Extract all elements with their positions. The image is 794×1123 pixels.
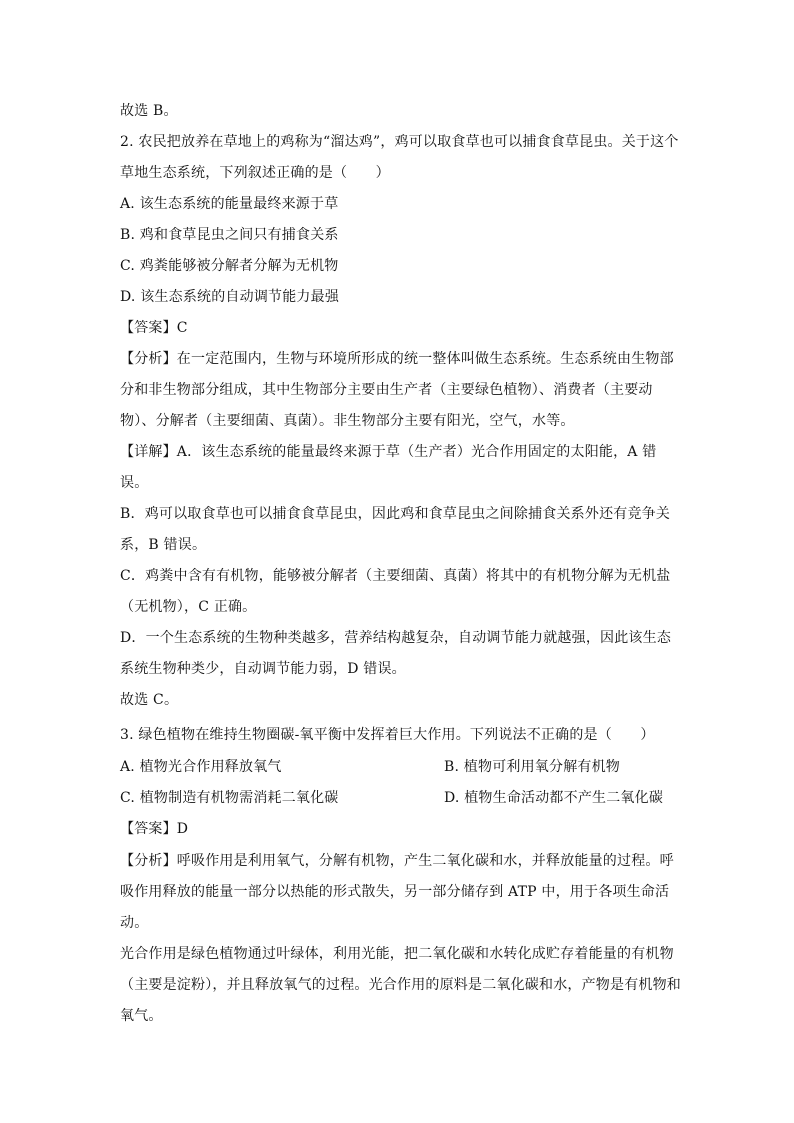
option-a: A. 植物光合作用释放氧气 — [120, 759, 282, 775]
analysis-text: 分和非生物部分组成，其中生物部分主要由生产者（主要绿色植物）、消费者（主要动 — [120, 382, 653, 398]
analysis-text: 【分析】在一定范围内，生物与环境所形成的统一整体叫做生态系统。生态系统由生物部 — [120, 351, 674, 367]
option-c: C. 鸡粪能够被分解者分解为无机物 — [120, 258, 339, 274]
option-a: A. 该生态系统的能量最终来源于草 — [120, 196, 339, 212]
text-line: 故选 B。 — [120, 103, 178, 119]
text-line: 故选 C。 — [120, 692, 179, 708]
analysis-text: 动。 — [120, 915, 149, 931]
analysis-text: 物）、分解者（主要细菌、真菌）。非生物部分主要有阳光，空气，水等。 — [120, 413, 575, 429]
explanation-text: 系统生物种类少，自动调节能力弱，D 错误。 — [120, 661, 406, 677]
explanation-text: 误。 — [120, 475, 149, 491]
explanation-text: D．一个生态系统的生物种类越多，营养结构越复杂，自动调节能力就越强，因此该生态 — [120, 630, 672, 646]
option-b: B. 鸡和食草昆虫之间只有捕食关系 — [120, 227, 339, 243]
question-3-stem: 3. 绿色植物在维持生物圈碳-氧平衡中发挥着巨大作用。下列说法不正确的是（ ） — [120, 727, 655, 743]
answer-label: 【答案】D — [120, 821, 189, 837]
analysis-text: 光合作用是绿色植物通过叶绿体，利用光能，把二氧化碳和水转化成贮存着能量的有机物 — [120, 946, 674, 962]
option-b: B. 植物可利用氧分解有机物 — [444, 759, 620, 775]
explanation-text: B．鸡可以取食草也可以捕食食草昆虫，因此鸡和食草昆虫之间除捕食关系外还有竞争关 — [120, 506, 671, 522]
option-d: D. 该生态系统的自动调节能力最强 — [120, 289, 340, 305]
analysis-text: 吸作用释放的能量一部分以热能的形式散失，另一部分储存到 ATP 中，用于各项生命活 — [120, 884, 670, 900]
question-2-stem-cont: 草地生态系统，下列叙述正确的是（ ） — [120, 165, 390, 181]
question-2-stem: 2. 农民把放养在草地上的鸡称为“溜达鸡”，鸡可以取食草也可以捕食食草昆虫。关于这个 — [120, 134, 679, 150]
explanation-text: C．鸡粪中含有有机物，能够被分解者（主要细菌、真菌）将其中的有机物分解为无机盐 — [120, 568, 671, 584]
analysis-text: 氧气。 — [120, 1008, 163, 1024]
explanation-text: （无机物），C 正确。 — [120, 599, 257, 615]
option-d: D. 植物生命活动都不产生二氧化碳 — [444, 790, 664, 806]
option-c: C. 植物制造有机物需消耗二氧化碳 — [120, 790, 339, 806]
explanation-text: 【详解】A．该生态系统的能量最终来源于草（生产者）光合作用固定的太阳能，A 错 — [120, 444, 657, 460]
explanation-text: 系，B 错误。 — [120, 537, 207, 553]
analysis-text: 【分析】呼吸作用是利用氧气，分解有机物，产生二氧化碳和水，并释放能量的过程。呼 — [120, 853, 674, 869]
analysis-text: （主要是淀粉），并且释放氧气的过程。光合作用的原料是二氧化碳和水，产物是有机物和 — [120, 977, 681, 993]
answer-label: 【答案】C — [120, 320, 188, 336]
